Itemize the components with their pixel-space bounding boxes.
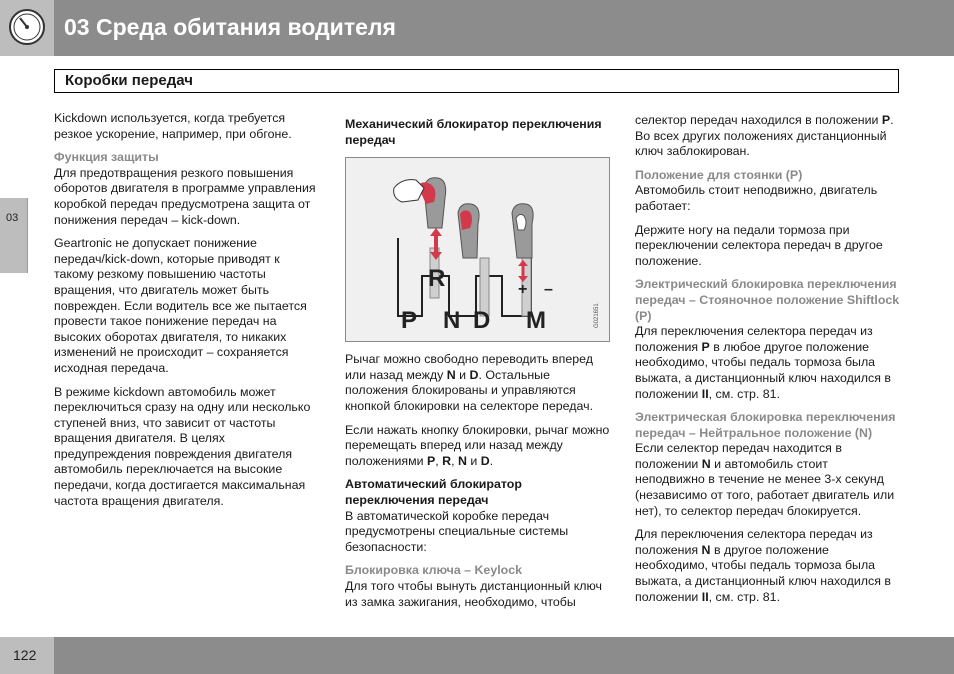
page-header bbox=[0, 0, 954, 56]
page-footer bbox=[0, 637, 954, 674]
lock-button-icon bbox=[460, 211, 472, 231]
page-title: 03 Среда обитания водителя bbox=[64, 14, 396, 40]
header-icon-box bbox=[0, 0, 54, 56]
gear-label-p: P bbox=[401, 307, 418, 335]
paragraph: В режиме kickdown автомобиль может переключиться сразу на одну или несколько ступеней вниз, что зависит от частоты вращения двигателя. В целях предупреждения повреждения двигателя автомобиль переключается на высокие передачи, когда достигается максимальная частота вращения двигателя. bbox=[54, 384, 311, 508]
paragraph: Для переключения селектора передач из положения P в любое другое положение необходимо, чтобы педаль тормоза была выжата, а дистанционный ключ находился в положении II, см. стр. 81. bbox=[635, 324, 891, 401]
paragraph: Если селектор передач находится в положении N и автомобиль стоит неподвижно в течение не менее 3-х секунд (независимо от того, работает двигатель или нет), то селектор передач блокируется. bbox=[635, 441, 895, 518]
speedometer-icon bbox=[8, 8, 46, 46]
column-1 bbox=[54, 111, 316, 517]
lock-button-released-icon bbox=[516, 215, 526, 231]
subheading: Блокировка ключа – Keylock bbox=[345, 563, 523, 578]
gear-knob-3 bbox=[512, 204, 533, 258]
paragraph: Если нажать кнопку блокировки, рычаг можно перемещать вперед или назад между положениями P, R, N и D. bbox=[345, 422, 610, 468]
chapter-tab-label: 03 bbox=[6, 212, 19, 224]
subheading: Функция защиты bbox=[54, 150, 159, 165]
heading: Механический блокиратор переключения передач bbox=[345, 117, 602, 147]
paragraph: В автоматической коробке передач предусмотрены специальные системы безопасности: bbox=[345, 508, 569, 554]
figure-code: G021651 bbox=[594, 303, 600, 329]
paragraph: Автомобиль стоит неподвижно, двигатель работает: bbox=[635, 183, 878, 213]
subheading: Положение для стоянки (P) bbox=[635, 167, 803, 182]
heading: Автоматический блокиратор переключения передач bbox=[345, 477, 522, 507]
section-title: Коробки передач bbox=[65, 72, 193, 89]
column-3 bbox=[635, 113, 900, 613]
gear-label-d: D bbox=[473, 307, 491, 335]
gear-selector-illustration bbox=[345, 157, 610, 342]
gear-label-r: R bbox=[428, 265, 446, 293]
page-number: 122 bbox=[13, 647, 37, 663]
subheading: Электрический блокировка переключения передач – Стояночное положение Shiftlock (P) bbox=[635, 277, 900, 323]
paragraph: Для того чтобы вынуть дистанционный ключ из замка зажигания, необходимо, чтобы bbox=[345, 578, 602, 609]
chapter-tab bbox=[0, 198, 28, 273]
gear-selector-diagram bbox=[346, 158, 609, 341]
paragraph: селектор передач находился в положении P. Во всех других положениях дистанционный ключ заблокирован. bbox=[635, 113, 894, 159]
gear-label-m: M bbox=[526, 307, 546, 335]
subheading: Электрическая блокировка переключения передач – Нейтральное положение (N) bbox=[635, 410, 896, 440]
column-2 bbox=[345, 111, 610, 618]
page-number-box bbox=[0, 637, 54, 674]
paragraph: Geartronic не допускает понижение передач/kick-down, которые приводят к такому резкому повышению частоты вращения, что двигатель может быть поврежден. Если водитель все же пытается провести такое понижение передач на высоких оборотах двигателя, то никаких изменений не происходит – сохраняется исходная передача. bbox=[54, 236, 307, 375]
paragraph: Для переключения селектора передач из положения N в другое положение необходимо, чтобы педаль тормоза была выжата, а дистанционный ключ находился в положении II, см. стр. 81. bbox=[635, 527, 891, 604]
paragraph: Для предотвращения резкого повышения оборотов двигателя в программе управления коробкой передач предусмотрена защита от понижения передач – kick-down. bbox=[54, 165, 316, 227]
section-bar bbox=[54, 69, 899, 93]
hand-icon bbox=[394, 180, 424, 202]
plus-label: + bbox=[518, 281, 528, 299]
paragraph: Держите ногу на педали тормоза при переключении селектора передач в другое положение. bbox=[635, 222, 883, 268]
minus-label: – bbox=[544, 281, 553, 299]
gear-label-n: N bbox=[443, 307, 461, 335]
paragraph: Рычаг можно свободно переводить вперед или назад между N и D. Остальные положения блокированы и управляются кнопкой блокировки на селекторе передач. bbox=[345, 352, 594, 413]
paragraph: Kickdown используется, когда требуется резкое ускорение, например, при обгоне. bbox=[54, 111, 292, 141]
